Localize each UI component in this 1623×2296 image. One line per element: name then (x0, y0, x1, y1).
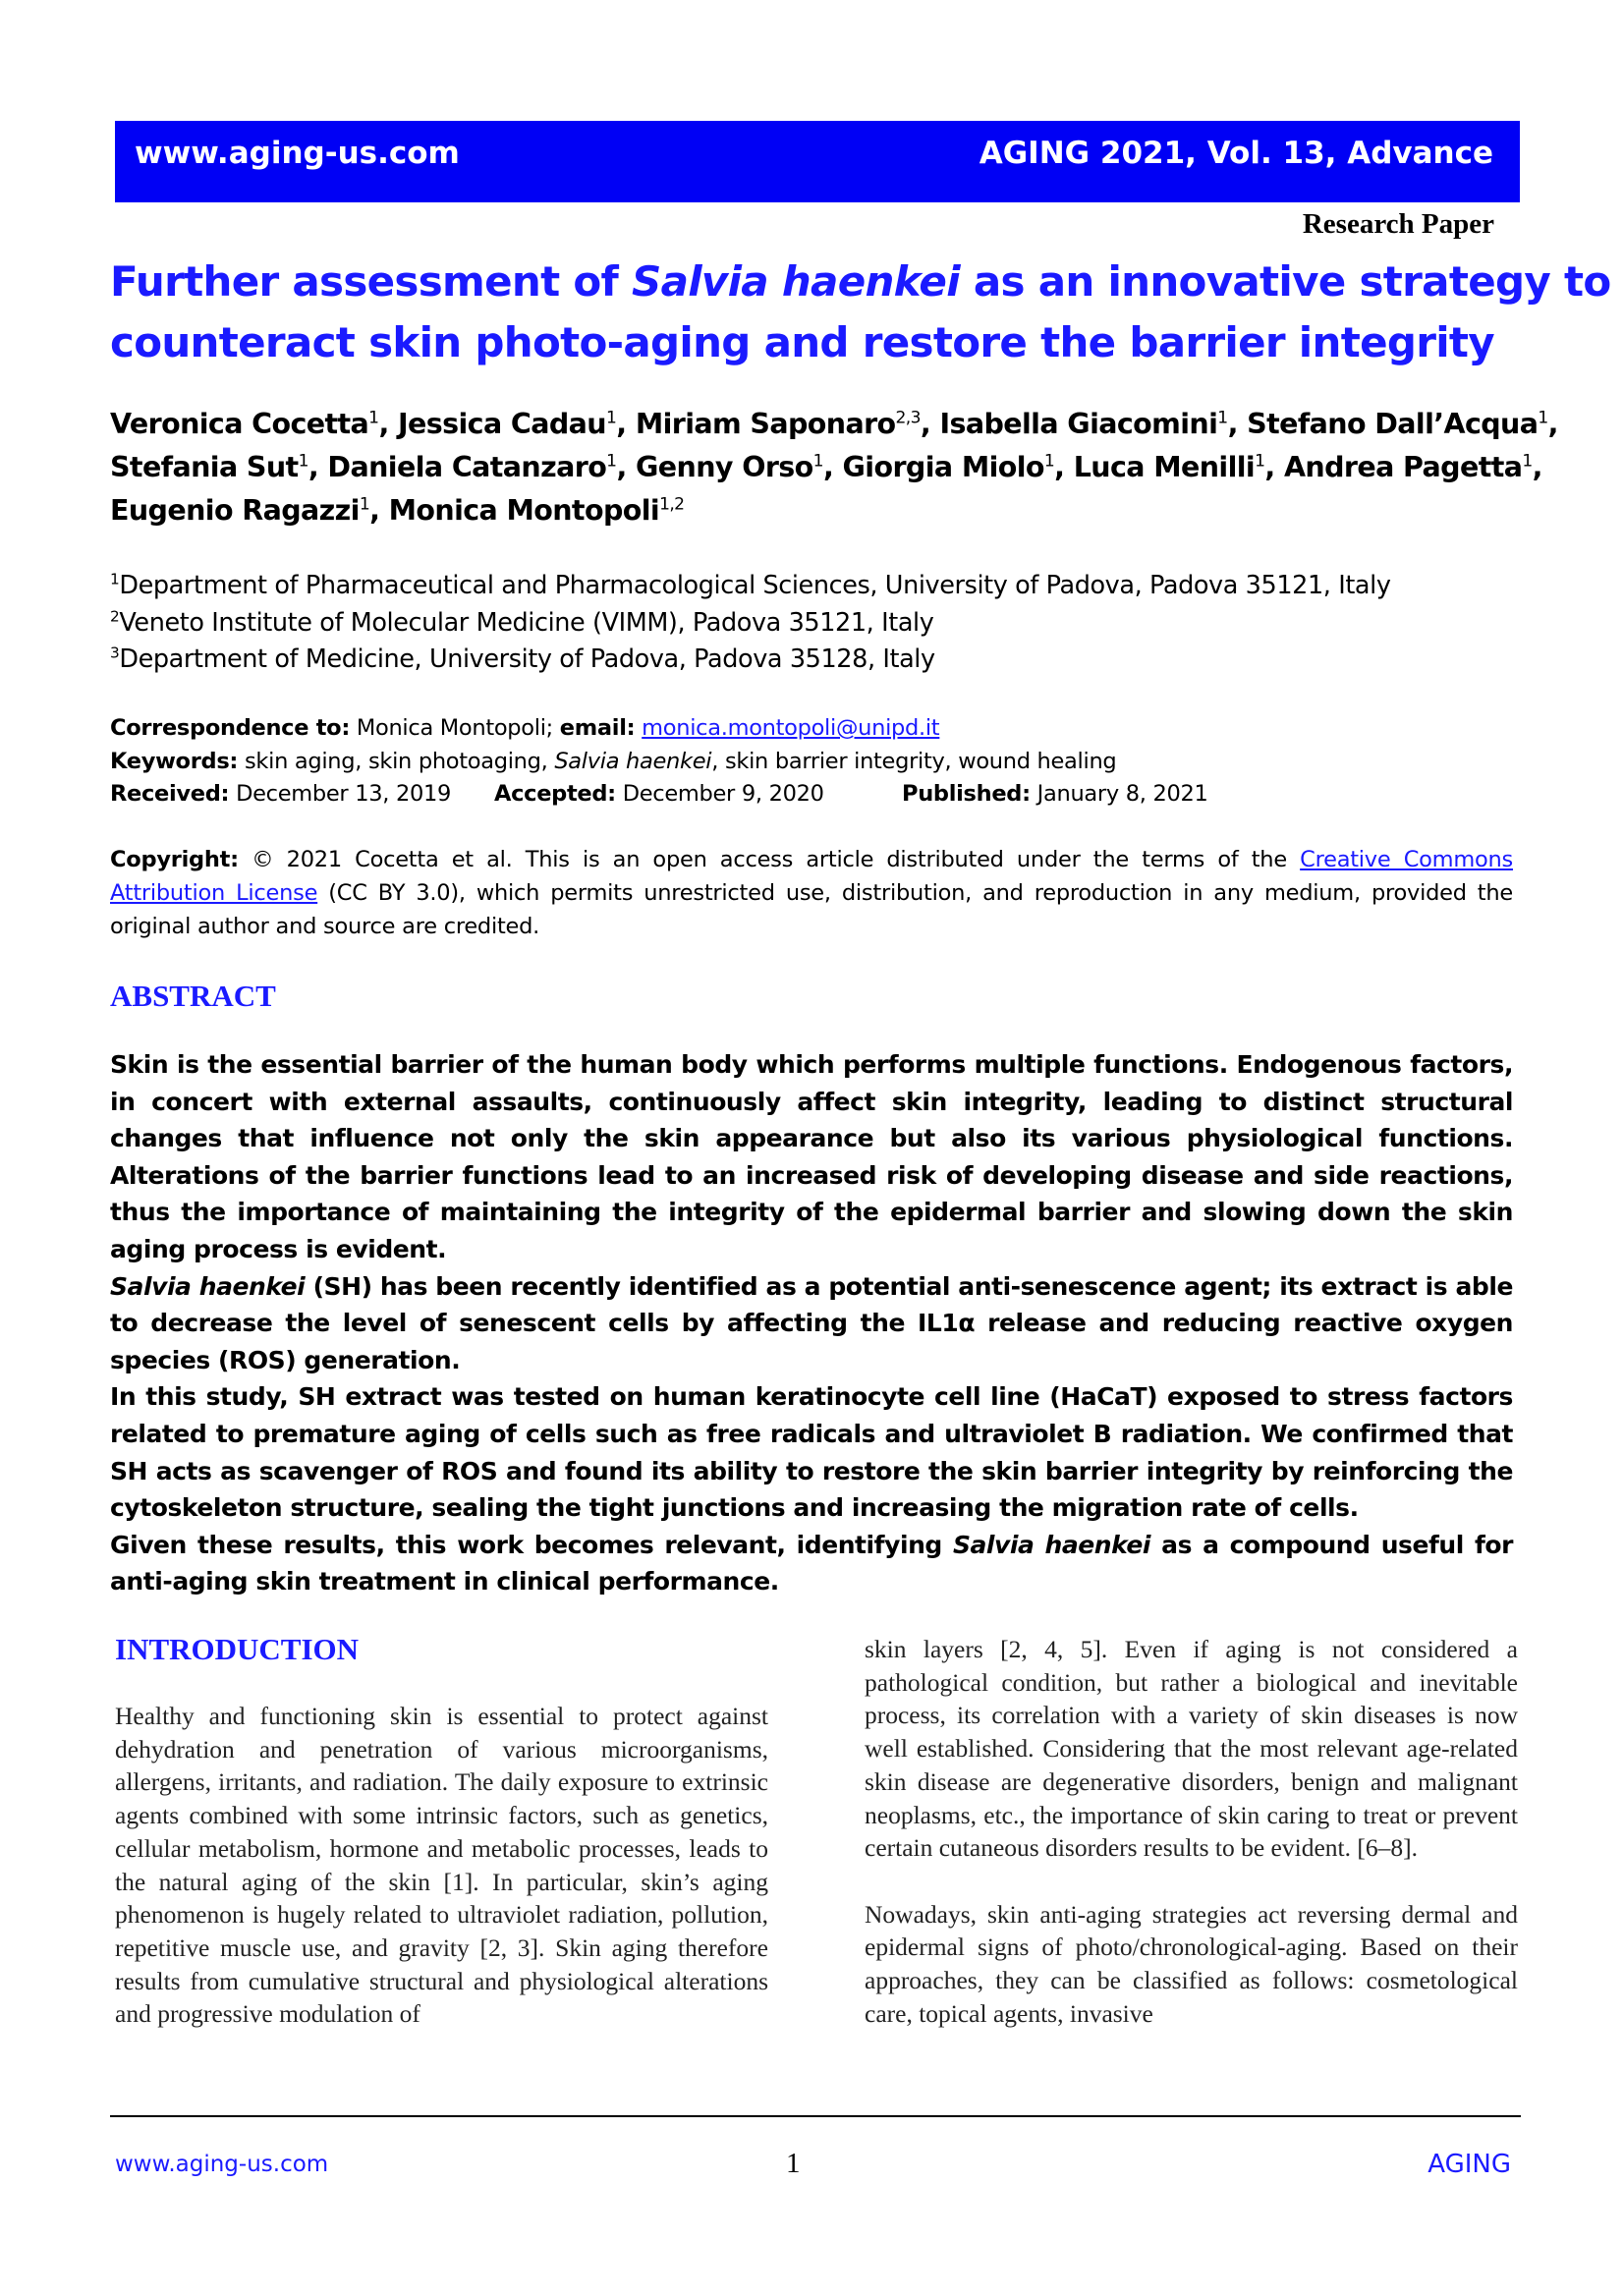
author-name: Stefano Dall’Acqua (1247, 408, 1539, 440)
received-date: Received: December 13, 2019 (110, 781, 452, 807)
abstract-paragraph: Salvia haenkei (SH) has been recently identified as a potential anti-senescence agent; its extract is able to decrease the level of senescent cells by affecting the IL1α release and reducing reactive oxygen species (ROS) generation. (110, 1271, 1513, 1374)
author-list (110, 403, 1558, 532)
author-name: Stefania Sut (110, 451, 299, 483)
header-journal-info: AGING 2021, Vol. 13, Advance (979, 136, 1493, 171)
title-line-1: Further assessment of Salvia haenkei as an innovative strategy to (110, 257, 1611, 306)
left-column (115, 1700, 768, 2031)
author-line-2: Stefania Sut$^1$, Daniela Catanzaro$^1$, Genny Orso$^1$, Giorgia Miolo$^1$, Luca Menilli$^1$, Andrea Pagetta$^1$, (110, 451, 1542, 483)
abstract-paragraph: Skin is the essential barrier of the human body which performs multiple functions. Endogenous factors, in concert with external assaults, continuously affect skin integrity, leading to distinct structural changes that influence not only the skin appearance but also its various physiological functions. Alterations of the barrier functions lead to an increased risk of developing disease and side reactions, thus the importance of maintaining the integrity of the epidermal barrier and slowing down the skin aging process is evident. (110, 1050, 1513, 1263)
affiliation-item: $^2$Veneto Institute of Molecular Medicine (VIMM), Padova 35121, Italy (110, 607, 934, 638)
author-name: Daniela Catanzaro (327, 451, 607, 483)
abstract-paragraph: In this study, SH extract was tested on human keratinocyte cell line (HaCaT) exposed to stress factors related to premature aging of cells such as free radicals and ultraviolet B radiation. We confirmed that SH acts as scavenger of ROS and found its ability to restore the skin barrier integrity by reinforcing the cytoskeleton structure, sealing the tight junctions and increasing the migration rate of cells. (110, 1382, 1513, 1523)
license-link[interactable]: Creative Commons Attribution License (110, 847, 1514, 906)
right-column (865, 1633, 1518, 2030)
correspondence-line: Correspondence to: Monica Montopoli; email: monica.montopoli@unipd.it (110, 715, 940, 741)
page-number: 1 (786, 2148, 801, 2179)
paper-type-label: Research Paper (1302, 208, 1494, 240)
author-name: Jessica Cadau (398, 408, 606, 440)
introduction-heading: INTRODUCTION (115, 1632, 360, 1666)
abstract-paragraph: Given these results, this work becomes relevant, identifying Salvia haenkei as a compound useful for anti-aging skin treatment in clinical performance. (110, 1530, 1513, 1596)
footer-journal-name: AGING (1427, 2150, 1511, 2179)
abstract-body (110, 1046, 1513, 1600)
keywords-line: Keywords: skin aging, skin photoaging, Salvia haenkei, skin barrier integrity, wound healing (110, 749, 1117, 774)
abstract-heading: ABSTRACT (110, 979, 276, 1013)
author-name: Veronica Cocetta (110, 408, 369, 440)
author-name: Giorgia Miolo (842, 451, 1044, 483)
affiliation-list (110, 568, 1525, 679)
author-line-1: Veronica Cocetta$^1$, Jessica Cadau$^1$, Miriam Saponaro$^{2,3}$, Isabella Giacomini$^1$, Stefano Dall’Acqua$^1$, (110, 408, 1558, 440)
author-name: Monica Montopoli (388, 494, 660, 527)
author-name: Eugenio Ragazzi (110, 494, 360, 527)
copyright-notice: Copyright: © 2021 Cocetta et al. This is an open access article distributed under the terms of the Creative Commons Attribution License (CC BY 3.0), which permits unrestricted use, distribution, and reproduction in any medium, provided the original author and source are credited. (110, 847, 1514, 939)
body-paragraph: Healthy and functioning skin is essential to protect against dehydration and penetration of various microorganisms, allergens, irritants, and radiation. The daily exposure to extrinsic agents combined with some intrinsic factors, such as genetics, cellular metabolism, hormone and metabolic processes, leads to the natural aging of the skin [1]. In particular, skin’s aging phenomenon is hugely related to ultraviolet radiation, pollution, repetitive muscle use, and gravity [2, 3]. Skin aging therefore results from cumulative structural and physiological alterations and progressive modulation of (115, 1702, 768, 2029)
author-name: Isabella Giacomini (939, 408, 1218, 440)
published-date: Published: January 8, 2021 (902, 781, 1208, 807)
author-name: Luca Menilli (1073, 451, 1256, 483)
accepted-date: Accepted: December 9, 2020 (494, 781, 824, 807)
body-paragraph: Nowadays, skin anti-aging strategies act reversing dermal and epidermal signs of photo/chronological-aging. Based on their approaches, they can be classified as follows: cosmetological care, topical agents, invasive (865, 1899, 1518, 2028)
affiliation-item: $^1$Department of Pharmaceutical and Pharmacological Sciences, University of Padova, Padova 35121, Italy (110, 570, 1391, 600)
author-name: Genny Orso (636, 451, 813, 483)
footer-divider (110, 2115, 1521, 2117)
paper-title (110, 252, 1611, 373)
author-name: Miriam Saponaro (635, 408, 896, 440)
title-line-2: counteract skin photo-aging and restore the barrier integrity (110, 318, 1494, 366)
affiliation-item: $^3$Department of Medicine, University of Padova, Padova 35128, Italy (110, 644, 935, 674)
body-paragraph: skin layers [2, 4, 5]. Even if aging is not considered a pathological condition, but rather a biological and inevitable process, its correlation with a variety of skin diseases is now well established. Considering that the most relevant age-related skin disease are degenerative disorders, benign and malignant neoplasms, etc., the importance of skin caring to treat or prevent certain cutaneous disorders results to be evident. [6–8]. (865, 1635, 1518, 1863)
author-line-3: Eugenio Ragazzi$^1$, Monica Montopoli$^{1,2}$ (110, 494, 685, 527)
header-site-url[interactable]: www.aging-us.com (135, 136, 460, 171)
footer-site-url[interactable]: www.aging-us.com (115, 2152, 329, 2177)
author-name: Andrea Pagetta (1283, 451, 1523, 483)
email-link[interactable]: monica.montopoli@unipd.it (642, 715, 940, 741)
